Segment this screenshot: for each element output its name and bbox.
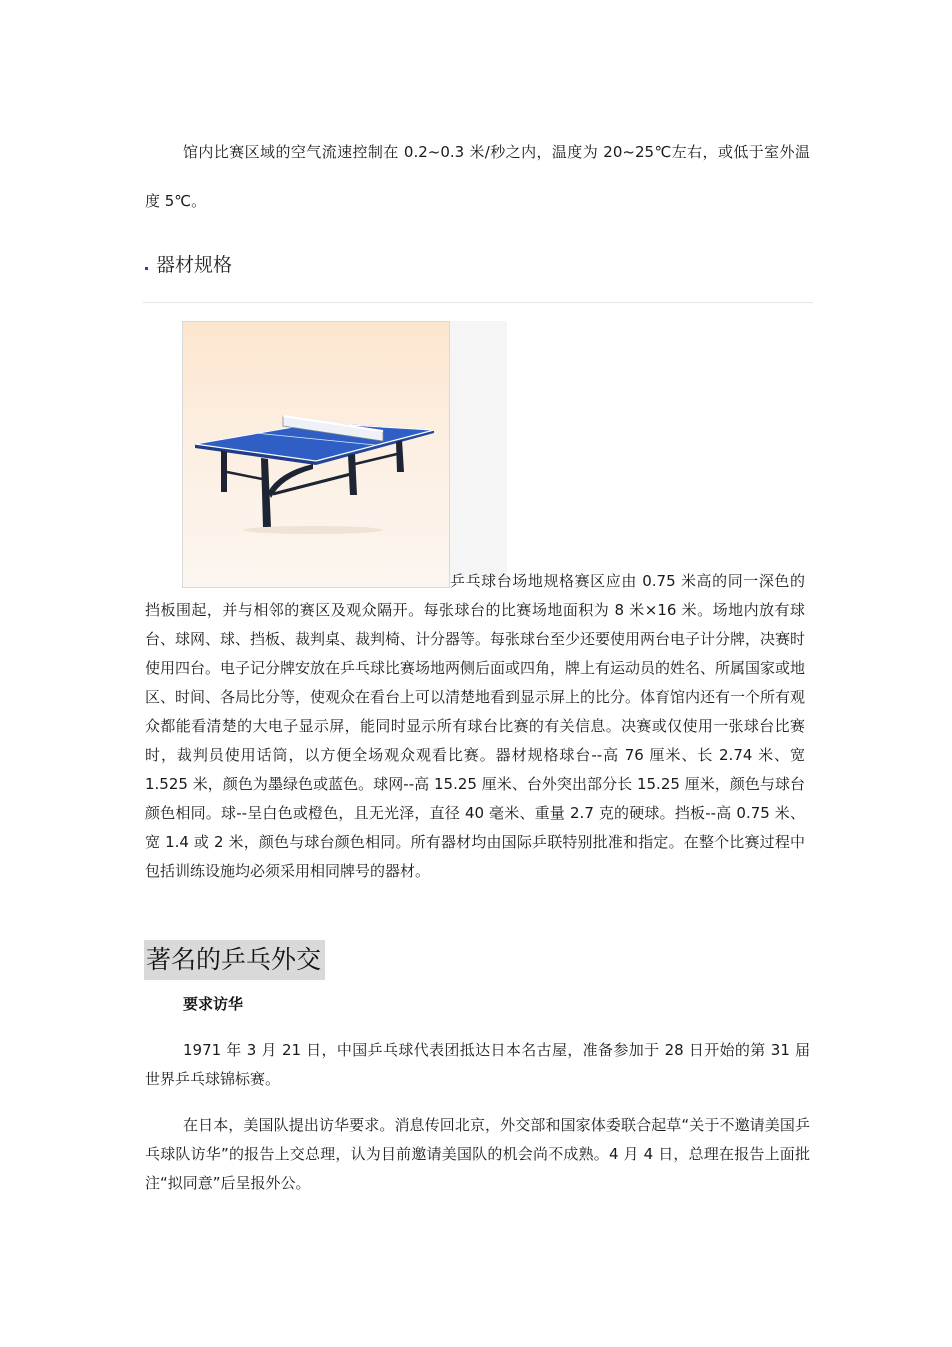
equipment-body-text: 乒乓球台场地规格赛区应由 0.75 米高的同一深色的挡板围起，并与相邻的赛区及观众隔开。每张球台的比赛场地面积为 8 米×16 米。场地内放有球台、球网、球、挡板、裁判桌、裁判椅、计分器等。每张球台至少还要使用两台电子计分牌，决赛时使用四台。电子记分牌安放在乒乓球比赛场地两侧后面或四角，牌上有运动员的姓名、所属国家或地区、时间、各局比分等，使观众在看台上可以清楚地看到显示屏上的比分。体育馆内还有一个所有观众都能看清楚的大电子显示屏，能同时显示所有球台比赛的有关信息。决赛或仅使用一张球台比赛时，裁判员使用话筒，以方便全场观众观看比赛。器材规格球台--高 76 厘米、长 2.74 米、宽 1.525 米，颜色为墨绿色或蓝色。球网--高 15.25 厘米、台外突出部分长 15.25 厘米，颜色与球台颜色相同。球--呈白色或橙色，且无光泽，直径 40 毫米、重量 2.7 克的硬球。挡板--高 0.75 米、宽 1.4 或 2 米，颜色与球台颜色相同。所有器材均由国际乒联特别批准和指定。在整个比赛过程中包括训练设施均必须采用相同牌号的器材。 bbox=[145, 572, 806, 880]
equipment-section-heading bbox=[145, 250, 232, 280]
equipment-heading-text: 器材规格 bbox=[156, 254, 233, 276]
ping-pong-table-icon bbox=[183, 322, 449, 587]
environment-paragraph: 馆内比赛区域的空气流速控制在 0.2~0.3 米/秒之内，温度为 20~25℃左右，或低于室外温度 5℃。 bbox=[145, 143, 810, 210]
ping-pong-table-image bbox=[182, 321, 450, 588]
equipment-body bbox=[145, 567, 805, 886]
diplomacy-title: 著名的乒乓外交 bbox=[144, 940, 325, 980]
diplomacy-subheading: 要求访华 bbox=[183, 995, 244, 1013]
section-divider bbox=[143, 302, 813, 303]
bullet-icon bbox=[145, 267, 148, 270]
image-frame-extension bbox=[449, 321, 507, 579]
paragraph-1971: 1971 年 3 月 21 日，中国乒乓球代表团抵达日本名古屋，准备参加于 28 日开始的第 31 届世界乒乓球锦标赛。 bbox=[145, 1041, 810, 1088]
paragraph-japan: 在日本，美国队提出访华要求。消息传回北京，外交部和国家体委联合起草“关于不邀请美国乒乓球队访华”的报告上交总理，认为目前邀请美国队的机会尚不成熟。4 月 4 日，总理在报告上面批注“拟同意”后呈报外公。 bbox=[145, 1116, 810, 1192]
image-wrap-spacer bbox=[145, 567, 450, 594]
